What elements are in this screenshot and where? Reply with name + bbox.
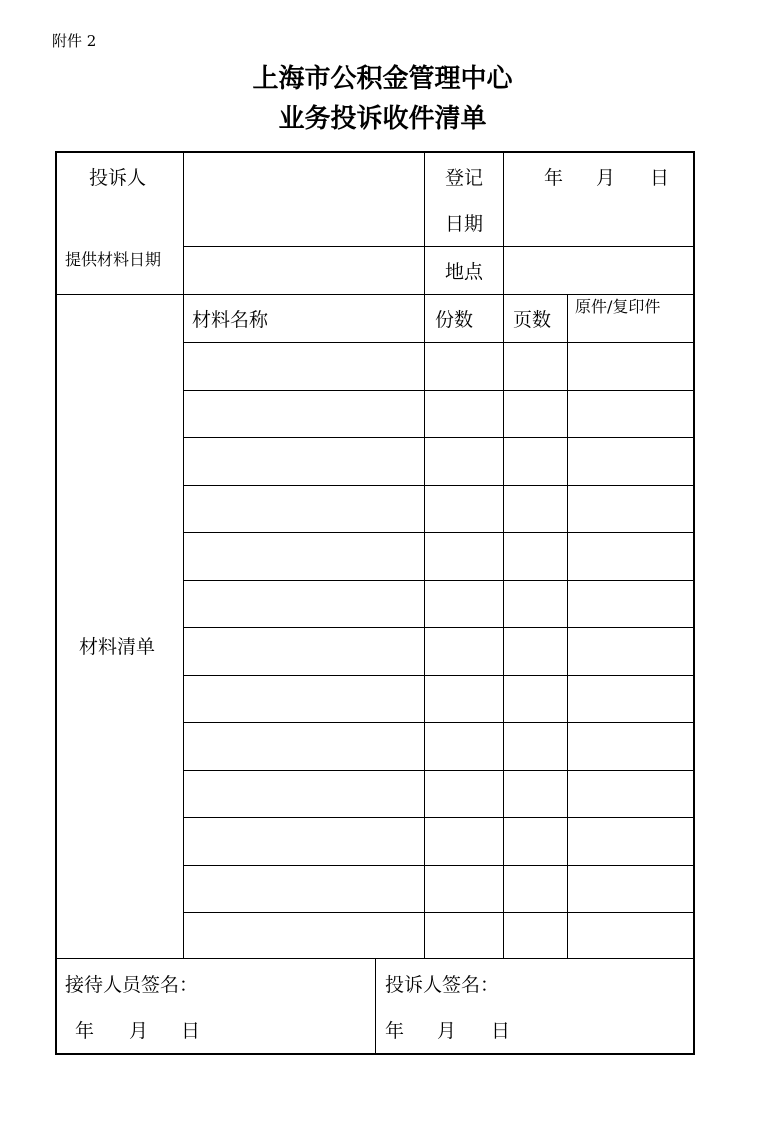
material-cell-name[interactable] bbox=[188, 639, 420, 659]
material-cell-name[interactable] bbox=[188, 449, 420, 469]
attachment-label: 附件 2 bbox=[52, 32, 97, 50]
complaint-form-table bbox=[55, 151, 695, 1055]
material-cell-name[interactable] bbox=[188, 544, 420, 564]
material-cell-copies[interactable] bbox=[429, 782, 499, 802]
row-divider bbox=[184, 437, 693, 438]
material-cell-copies[interactable] bbox=[429, 449, 499, 469]
material-cell-name[interactable] bbox=[188, 877, 420, 897]
material-cell-original-copy[interactable] bbox=[572, 592, 689, 612]
material-cell-name[interactable] bbox=[188, 782, 420, 802]
material-cell-original-copy[interactable] bbox=[572, 924, 689, 944]
materials-date-label: 提供材料日期 bbox=[65, 250, 162, 269]
row-divider bbox=[184, 722, 693, 723]
row-divider bbox=[184, 485, 693, 486]
row-divider bbox=[184, 675, 693, 676]
registration-label-line1: 登记 bbox=[445, 167, 484, 189]
material-cell-original-copy[interactable] bbox=[572, 734, 689, 754]
material-cell-original-copy[interactable] bbox=[572, 544, 689, 564]
complainant-sign-day: 日 bbox=[491, 1020, 511, 1042]
complainant-field[interactable] bbox=[217, 169, 417, 187]
row-divider bbox=[184, 532, 693, 533]
page-title: 上海市公积金管理中心 bbox=[252, 64, 513, 94]
row-divider bbox=[184, 770, 693, 771]
material-cell-original-copy[interactable] bbox=[572, 354, 689, 374]
date-year-label: 年 bbox=[544, 167, 564, 189]
date-day-label: 日 bbox=[650, 167, 670, 189]
material-cell-name[interactable] bbox=[188, 354, 420, 374]
complainant-signature-label: 投诉人签名： bbox=[385, 974, 500, 996]
material-cell-name[interactable] bbox=[188, 592, 420, 612]
material-cell-copies[interactable] bbox=[429, 544, 499, 564]
material-cell-copies[interactable] bbox=[429, 497, 499, 517]
row-divider bbox=[184, 817, 693, 818]
material-cell-original-copy[interactable] bbox=[572, 639, 689, 659]
material-cell-copies[interactable] bbox=[429, 734, 499, 754]
material-cell-original-copy[interactable] bbox=[572, 449, 689, 469]
material-cell-copies[interactable] bbox=[429, 924, 499, 944]
material-cell-name[interactable] bbox=[188, 497, 420, 517]
material-cell-copies[interactable] bbox=[429, 354, 499, 374]
row-divider bbox=[184, 865, 693, 866]
material-cell-pages[interactable] bbox=[508, 924, 563, 944]
grid-line bbox=[503, 153, 504, 958]
row-divider bbox=[184, 627, 693, 628]
grid-line bbox=[183, 153, 184, 958]
grid-line bbox=[567, 294, 568, 958]
material-cell-name[interactable] bbox=[188, 734, 420, 754]
material-cell-pages[interactable] bbox=[508, 782, 563, 802]
registration-label-line2: 日期 bbox=[445, 213, 484, 235]
column-header-copies: 份数 bbox=[435, 309, 474, 331]
material-cell-pages[interactable] bbox=[508, 497, 563, 517]
complainant-sign-month: 月 bbox=[437, 1020, 457, 1042]
grid-line bbox=[184, 246, 693, 247]
date-month-label: 月 bbox=[596, 167, 616, 189]
material-cell-pages[interactable] bbox=[508, 639, 563, 659]
row-divider bbox=[184, 342, 693, 343]
material-cell-pages[interactable] bbox=[508, 544, 563, 564]
row-divider bbox=[184, 580, 693, 581]
staff-sign-month: 月 bbox=[129, 1020, 149, 1042]
material-cell-pages[interactable] bbox=[508, 877, 563, 897]
grid-line bbox=[375, 958, 376, 1053]
complainant-sign-year: 年 bbox=[385, 1020, 405, 1042]
grid-line bbox=[57, 294, 693, 295]
materials-section-label: 材料清单 bbox=[79, 636, 156, 658]
material-cell-original-copy[interactable] bbox=[572, 782, 689, 802]
material-cell-original-copy[interactable] bbox=[572, 497, 689, 517]
material-cell-name[interactable] bbox=[188, 924, 420, 944]
staff-signature-label: 接待人员签名： bbox=[65, 974, 199, 996]
row-divider bbox=[184, 390, 693, 391]
material-cell-pages[interactable] bbox=[508, 829, 563, 849]
row-divider bbox=[184, 912, 693, 913]
material-cell-pages[interactable] bbox=[508, 687, 563, 707]
material-cell-copies[interactable] bbox=[429, 639, 499, 659]
material-cell-name[interactable] bbox=[188, 829, 420, 849]
staff-sign-year: 年 bbox=[75, 1020, 95, 1042]
material-cell-pages[interactable] bbox=[508, 449, 563, 469]
material-cell-name[interactable] bbox=[188, 687, 420, 707]
material-cell-original-copy[interactable] bbox=[572, 829, 689, 849]
material-cell-pages[interactable] bbox=[508, 354, 563, 374]
material-cell-pages[interactable] bbox=[508, 402, 563, 422]
material-cell-original-copy[interactable] bbox=[572, 877, 689, 897]
material-cell-copies[interactable] bbox=[429, 402, 499, 422]
material-cell-copies[interactable] bbox=[429, 687, 499, 707]
material-cell-copies[interactable] bbox=[429, 592, 499, 612]
column-header-pages: 页数 bbox=[513, 309, 552, 331]
material-cell-name[interactable] bbox=[188, 402, 420, 422]
column-header-original-copy: 原件/复印件 bbox=[575, 297, 661, 316]
location-label: 地点 bbox=[445, 261, 484, 283]
column-header-name: 材料名称 bbox=[192, 309, 269, 331]
material-cell-pages[interactable] bbox=[508, 592, 563, 612]
material-cell-copies[interactable] bbox=[429, 829, 499, 849]
complainant-label: 投诉人 bbox=[89, 167, 147, 189]
page-subtitle: 业务投诉收件清单 bbox=[278, 104, 487, 134]
material-cell-pages[interactable] bbox=[508, 734, 563, 754]
material-cell-copies[interactable] bbox=[429, 877, 499, 897]
material-cell-original-copy[interactable] bbox=[572, 687, 689, 707]
material-cell-original-copy[interactable] bbox=[572, 402, 689, 422]
staff-sign-day: 日 bbox=[181, 1020, 201, 1042]
grid-line bbox=[424, 153, 425, 958]
